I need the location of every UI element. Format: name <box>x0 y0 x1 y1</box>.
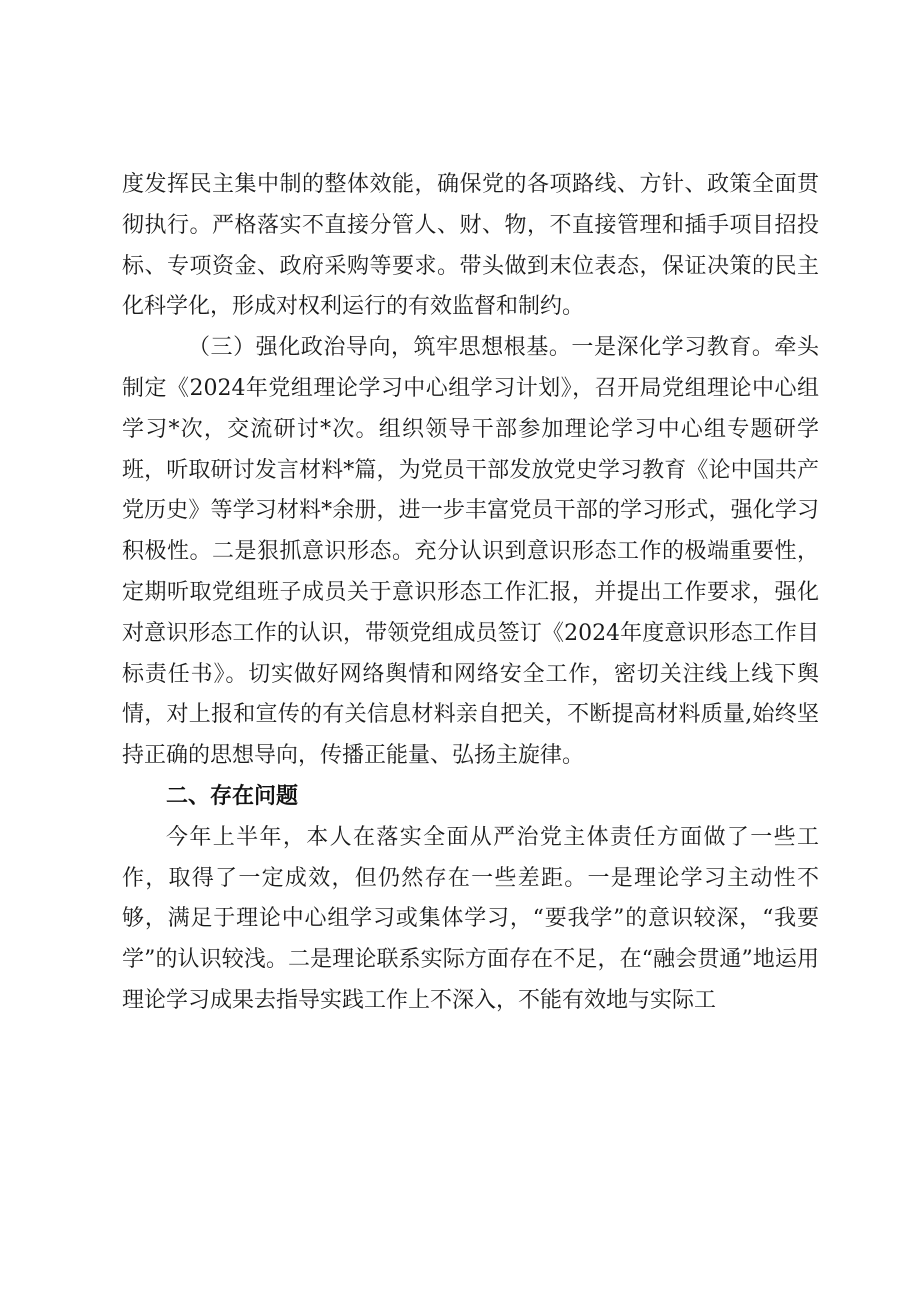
paragraph-section-three: （三）强化政治导向，筑牢思想根基。一是深化学习教育。牵头制定《2024年党组理论学习中心组学习计划》，召开局党组理论中心组学习*次，交流研讨*次。组织领导干部参加理论学习中心组专题研学班，听取研讨发言材料*篇，为党员干部发放党史学习教育《论中国共产党历史》等学习材料*余册，进一步丰富党员干部的学习形式，强化学习积极性。二是狠抓意识形态。充分认识到意识形态工作的极端重要性，定期听取党组班子成员关于意识形态工作汇报，并提出工作要求，强化对意识形态工作的认识，带领党组成员签订《2024年度意识形态工作目标责任书》。切实做好网络舆情和网络安全工作，密切关注线上线下舆情，对上报和宣传的有关信息材料亲自把关，不断提高材料质量,始终坚持正确的思想导向，传播正能量、弘扬主旋律。 <box>122 335 819 769</box>
paragraph-problems: 今年上半年，本人在落实全面从严治党主体责任方面做了一些工作，取得了一定成效，但仍然存在一些差距。一是理论学习主动性不够，满足于理论中心组学习或集体学习，“要我学”的意识较深，“我要学”的认识较浅。二是理论联系实际方面存在不足，在“融会贯通”地运用理论学习成果去指导实践工作上不深入，不能有效地与实际工 <box>122 824 819 1013</box>
document-body <box>122 165 819 1022</box>
section-heading-problems: 二、存在问题 <box>166 783 299 809</box>
paragraph-continuation: 度发挥民主集中制的整体效能，确保党的各项路线、方针、政策全面贯彻执行。严格落实不直接分管人、财、物，不直接管理和插手项目招投标、专项资金、政府采购等要求。带头做到末位表态，保证决策的民主化科学化，形成对权利运行的有效监督和制约。 <box>122 172 819 320</box>
